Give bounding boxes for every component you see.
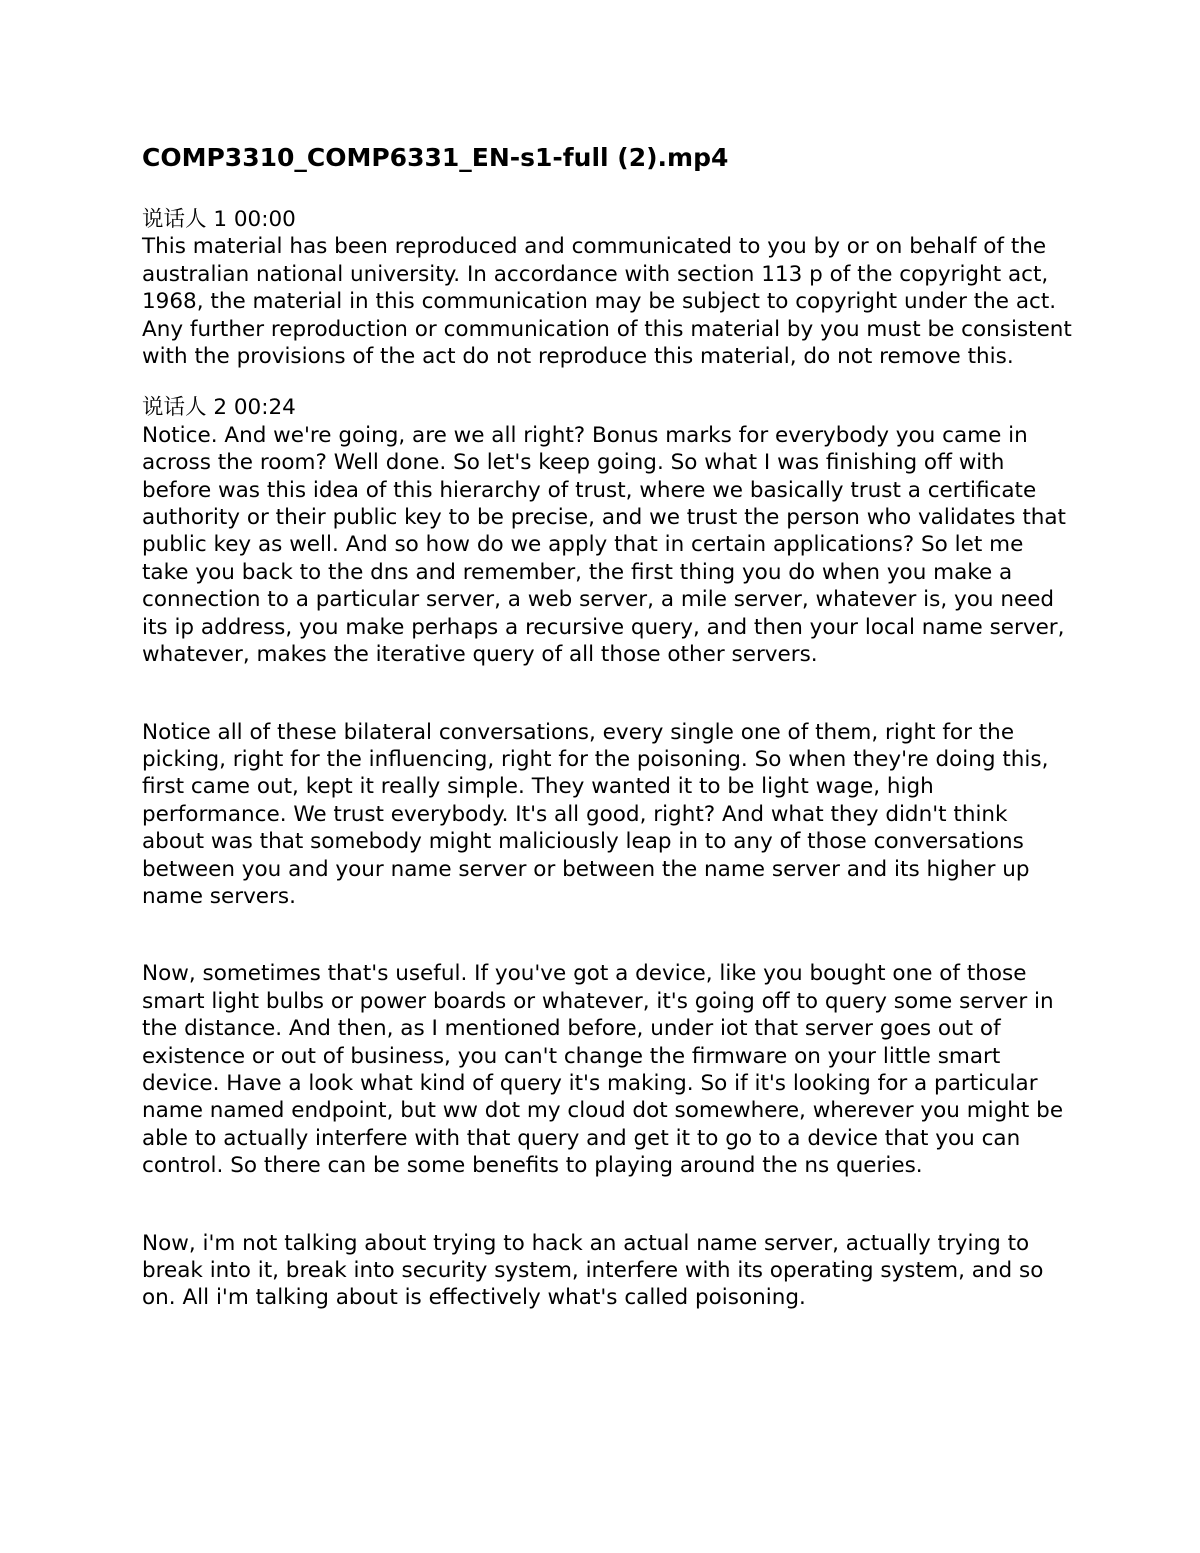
transcript-segment [142,206,1072,370]
transcript-paragraph: Notice all of these bilateral conversations, every single one of them, right for the picking, right for the influencing, right for the poisoning. So when they're doing this, first came out, kept it really simple. They wanted it to be light wage, high performance. We trust everybody. It's all good, right? And what they didn't think about was that somebody might maliciously leap in to any of those conversations between you and your name server or between the name server and its higher up name servers. [142,719,1049,909]
speaker-timestamp: 说话人 2 00:24 [142,395,296,421]
transcript-text: Notice. And we're going, are we all right? Bonus marks for everybody you came in across the room? Well done. So let's keep going. So what I was finishing off with before was this idea of this hierarchy of trust, where we basically trust a certificate authority or their public key to be precise, and we trust the person who validates that public key as well. And so how do we apply that in certain applications? So let me take you back to the dns and remember, the first thing you do when you make a connection to a particular server, a web server, a mile server, whatever is, you need its ip address, you make perhaps a recursive query, and then your local name server, whatever, makes the iterative query of all those other servers. [142,422,1066,668]
transcript-text: This material has been reproduced and communicated to you by or on behalf of the australian national university. In accordance with section 113 p of the copyright act, 1968, the material in this communication may be subject to copyright under the act. Any further reproduction or communication of this material by you must be consistent with the provisions of the act do not reproduce this material, do not remove this. [142,234,1072,370]
transcript-paragraph: Now, sometimes that's useful. If you've got a device, like you bought one of those smart light bulbs or power boards or whatever, it's going off to query some server in the distance. And then, as I mentioned before, under iot that server goes out of existence or out of business, you can't change the firmware on your little smart device. Have a look what kind of query it's making. So if it's looking for a particular name named endpoint, but ww dot my cloud dot somewhere, wherever you might be able to actually interfere with that query and get it to go to a device that you can control. So there can be some benefits to playing around the ns queries. [142,961,1064,1179]
document-title: COMP3310_COMP6331_EN-s1-full (2).mp4 [142,143,729,172]
document-body [142,140,1072,1312]
transcript-segment [142,394,1072,668]
transcript-paragraph: Now, i'm not talking about trying to hack an actual name server, actually trying to break into it, break into security system, interfere with its operating system, and so on. All i'm talking about is effectively what's called poisoning. [142,1230,1044,1311]
speaker-timestamp: 说话人 1 00:00 [142,207,296,232]
